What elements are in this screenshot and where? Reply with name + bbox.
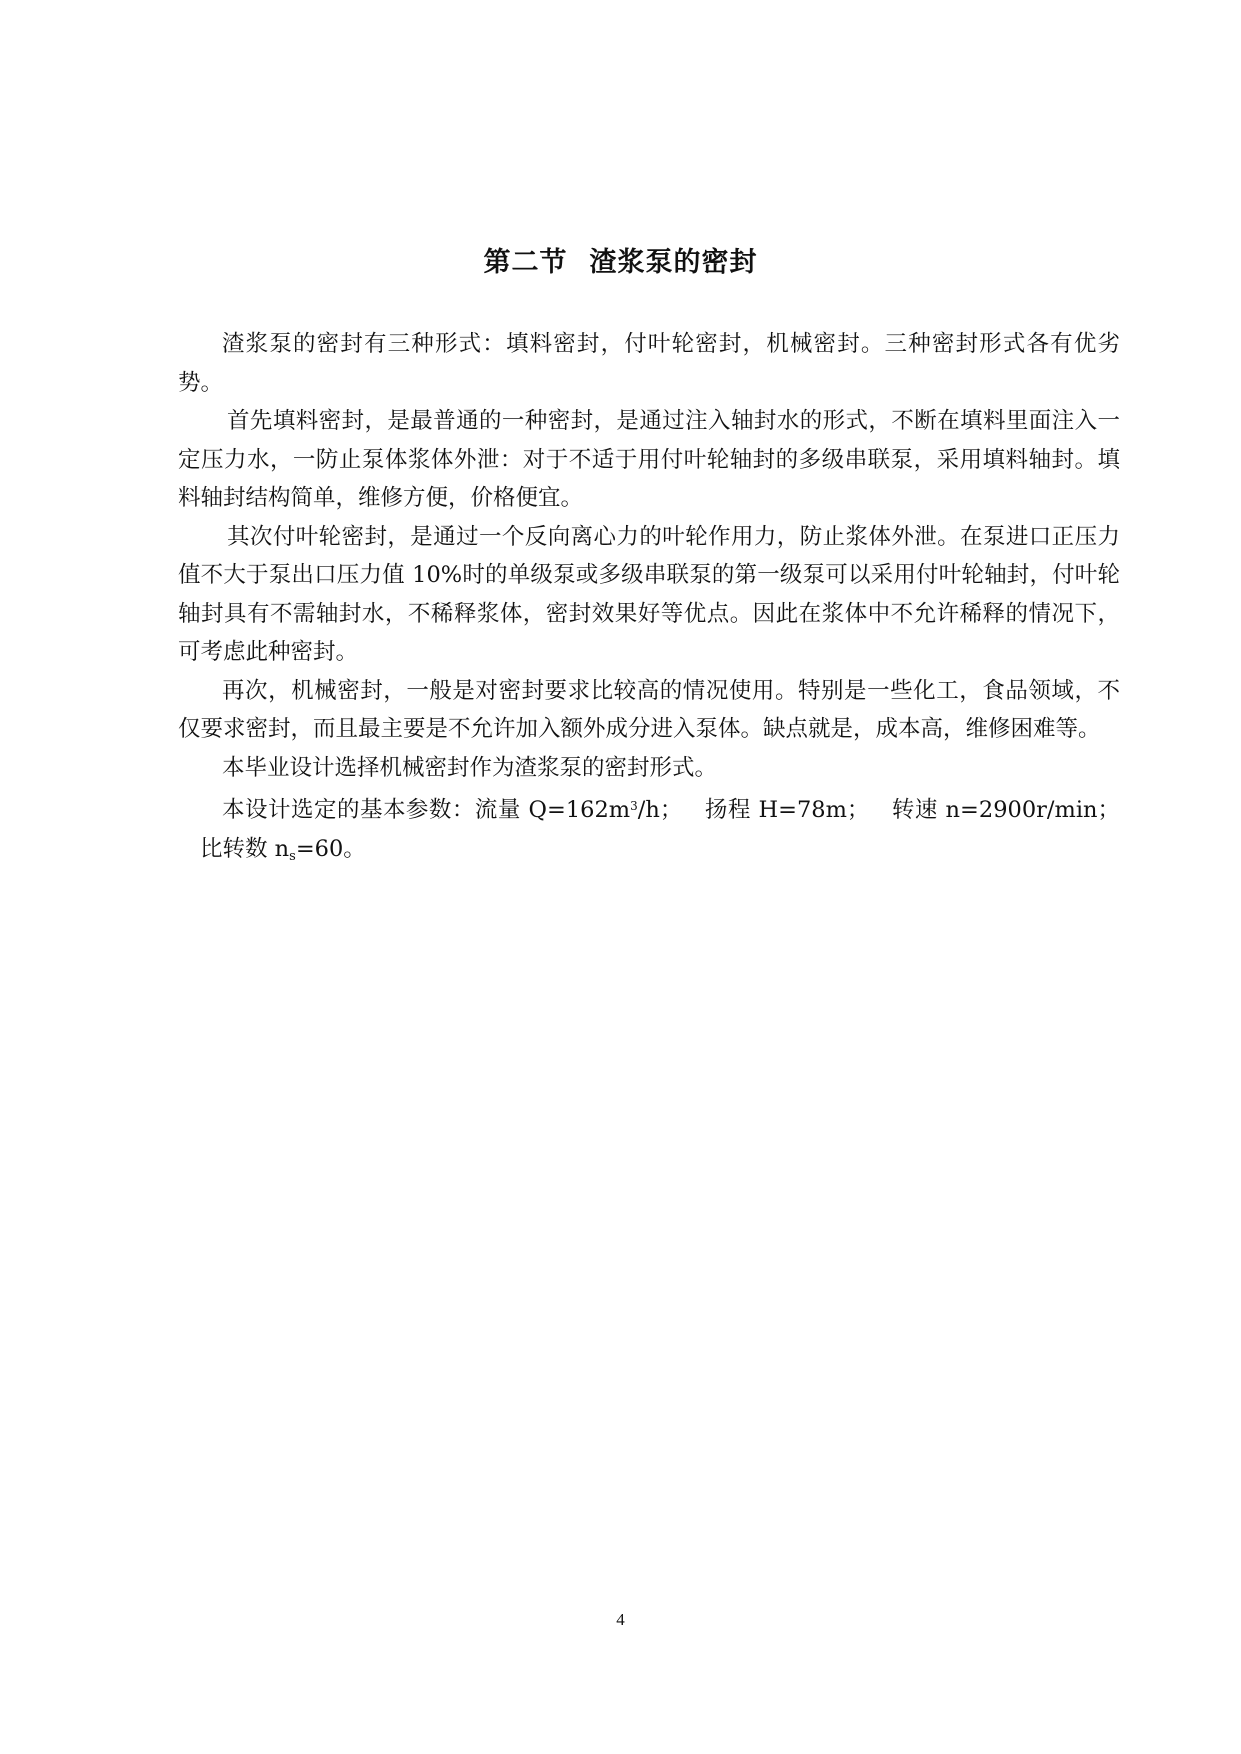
section-heading [0,243,1241,283]
flow-rate-unit: /h； [637,797,683,823]
rotation-speed: 转速 n=2900r/min； [891,797,1121,823]
pump-head: 扬程 H=78m； [704,797,870,823]
paragraph-intro: 渣浆泵的密封有三种形式：填料密封，付叶轮密封，机械密封。三种密封形式各有优劣势。 [178,331,1120,396]
paragraph-expeller-seal: 其次付叶轮密封，是通过一个反向离心力的叶轮作用力，防止浆体外泄。在泵进口正压力值不大于泵出口压力值 10%时的单级泵或多级串联泵的第一级泵可以采用付叶轮轴封，付叶轮轴封具有不需轴封水，不稀释浆体，密封效果好等优点。因此在浆体中不允许稀释的情况下，可考虑此种密封。 [178,523,1120,665]
flow-rate: 流量 Q=162m [474,797,631,823]
parameters-intro: 本设计选定的基本参数： [222,797,475,823]
section-title: 渣浆泵的密封 [589,247,758,278]
specific-speed-value: =60。 [295,835,366,862]
flow-rate-superscript: 3 [630,799,638,813]
specific-speed-subscript: s [289,848,296,864]
section-number: 第二节 [483,247,568,278]
paragraph-design-choice: 本毕业设计选择机械密封作为渣浆泵的密封形式。 [222,754,718,781]
paragraph-mechanical-seal: 再次，机械密封，一般是对密封要求比较高的情况使用。特别是一些化工，食品领域，不仅要求密封，而且最主要是不允许加入额外成分进入泵体。缺点就是，成本高，维修困难等。 [178,677,1120,742]
paragraph-packing-seal: 首先填料密封，是最普通的一种密封，是通过注入轴封水的形式，不断在填料里面注入一定压力水，一防止泵体浆体外泄：对于不适于用付叶轮轴封的多级串联泵，采用填料轴封。填料轴封结构简单，维修方便，价格便宜。 [178,408,1120,511]
specific-speed-label: 比转数 n [200,835,290,862]
section-body [178,325,1120,876]
page-number: 4 [616,1610,625,1629]
paragraph-design-parameters [178,787,1120,876]
